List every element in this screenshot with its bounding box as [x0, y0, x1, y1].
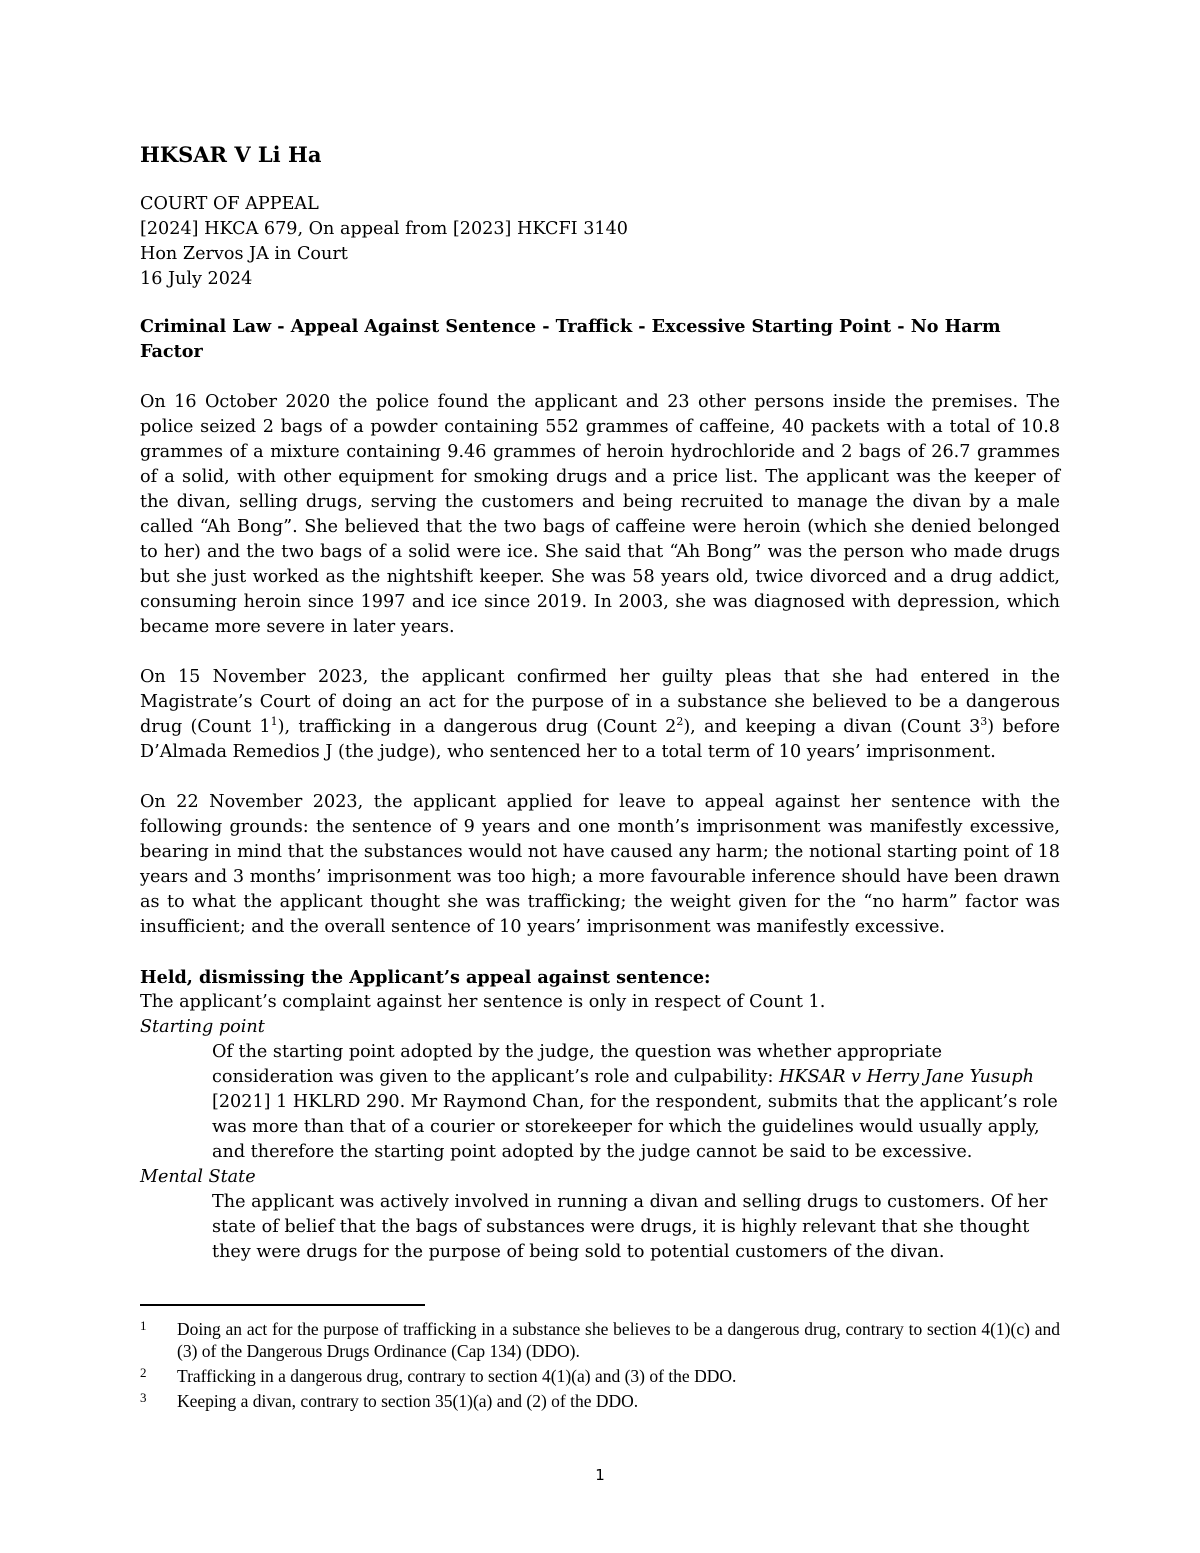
mental-state-heading: Mental State: [140, 1167, 256, 1187]
held-intro: The applicant’s complaint against her sentence is only in respect of Count 1.: [140, 992, 826, 1012]
cited-case-name: HKSAR v Herry Jane Yusuph: [779, 1067, 1034, 1087]
starting-point-heading: Starting point: [140, 1017, 265, 1037]
starting-point-text: [212, 1040, 1060, 1165]
footnote-2: [140, 1365, 1060, 1387]
footnote-text: Keeping a divan, contrary to section 35(1)(a) and (2) of the DDO.: [177, 1391, 639, 1411]
facts-paragraph-2-part-d: ) before D’Almada Remedios J (the judge), who sentenced her to a total term of 10 years’ imprisonment.: [140, 717, 1061, 762]
footnote-ref-2: 2: [676, 715, 684, 729]
page-number: 1: [595, 1466, 605, 1484]
footnote-3: [140, 1390, 1060, 1412]
facts-paragraph-2-part-a: On 15 November 2023, the applicant confirmed her guilty pleas that she had entered in the Magistrate’s Court of doing an act for the purpose of in a substance she believed to be a dangerous drug (Count 1: [140, 667, 1060, 737]
footnote-text: Trafficking in a dangerous drug, contrary to section 4(1)(a) and (3) of the DDO.: [177, 1366, 737, 1386]
main-content: [140, 140, 1060, 1265]
court-details: [140, 192, 1060, 292]
footnotes: [140, 1318, 1060, 1415]
footnote-1: [140, 1318, 1060, 1362]
mental-state-text: The applicant was actively involved in running a divan and selling drugs to customers. Of her state of belief that the bags of substances were drugs, it is highly relevant that she thought they were drugs for the purpose of being sold to potential customers of the divan.: [212, 1192, 1048, 1262]
case-title: HKSAR V Li Ha: [140, 142, 322, 167]
court-name: COURT OF APPEAL: [140, 194, 319, 214]
footnote-ref-3: 3: [980, 715, 988, 729]
facts-paragraph-3: On 22 November 2023, the applicant applied for leave to appeal against her sentence with the following grounds: the sentence of 9 years and one month’s imprisonment was manifestly excessive, bearing in mind that the substances would not have caused any harm; the notional starting point of 18 years and 3 months’ imprisonment was too high; a more favourable inference should have been drawn as to what the applicant thought she was trafficking; the weight given for the “no harm” factor was insufficient; and the overall sentence of 10 years’ imprisonment was manifestly excessive.: [140, 792, 1060, 937]
facts-paragraph-2-part-b: ), trafficking in a dangerous drug (Count 2: [277, 717, 677, 737]
facts-paragraph-1: On 16 October 2020 the police found the applicant and 23 other persons inside the premises. The police seized 2 bags of a powder containing 552 grammes of caffeine, 40 packets with a total of 10.8 grammes of a mixture containing 9.46 grammes of heroin hydrochloride and 2 bags of 26.7 grammes of a solid, with other equipment for smoking drugs and a price list. The applicant was the keeper of the divan, selling drugs, serving the customers and being recruited to manage the divan by a male called “Ah Bong”. She believed that the two bags of caffeine were heroin (which she denied belonged to her) and the two bags of a solid were ice. She said that “Ah Bong” was the person who made drugs but she just worked as the nightshift keeper. She was 58 years old, twice divorced and a drug addict, consuming heroin since 1997 and ice since 2019. In 2003, she was diagnosed with depression, which became more severe in later years.: [140, 392, 1060, 637]
catchwords: Criminal Law - Appeal Against Sentence - Traffick - Excessive Starting Point - No Harm Factor: [140, 316, 1001, 362]
footnote-number: 1: [140, 1318, 147, 1333]
case-citation: [2024] HKCA 679, On appeal from [2023] HKCFI 3140: [140, 219, 629, 239]
footnote-number: 3: [140, 1390, 147, 1405]
starting-point-text-b: [2021] 1 HKLRD 290. Mr Raymond Chan, for the respondent, submits that the applicant’s role was more than that of a courier or storekeeper for which the guidelines would usually apply, and therefore the starting point adopted by the judge cannot be said to be excessive.: [212, 1092, 1058, 1162]
footnote-ref-1: 1: [270, 715, 278, 729]
footnote-text: Doing an act for the purpose of trafficking in a substance she believes to be a dangerous drug, contrary to section 4(1)(c) and (3) of the Dangerous Drugs Ordinance (Cap 134) (DDO).: [177, 1319, 1060, 1361]
facts-paragraph-2-part-c: ), and keeping a divan (Count 3: [683, 717, 981, 737]
facts-paragraph-2: [140, 665, 1060, 765]
footnote-separator: [140, 1304, 425, 1306]
starting-point-text-a: Of the starting point adopted by the judge, the question was whether appropriate consideration was given to the applicant’s role and culpability:: [212, 1042, 943, 1087]
judgment-date: 16 July 2024: [140, 269, 253, 289]
footnote-number: 2: [140, 1365, 147, 1380]
judge-name: Hon Zervos JA in Court: [140, 244, 348, 264]
held-heading: Held, dismissing the Applicant’s appeal against sentence:: [140, 967, 711, 988]
